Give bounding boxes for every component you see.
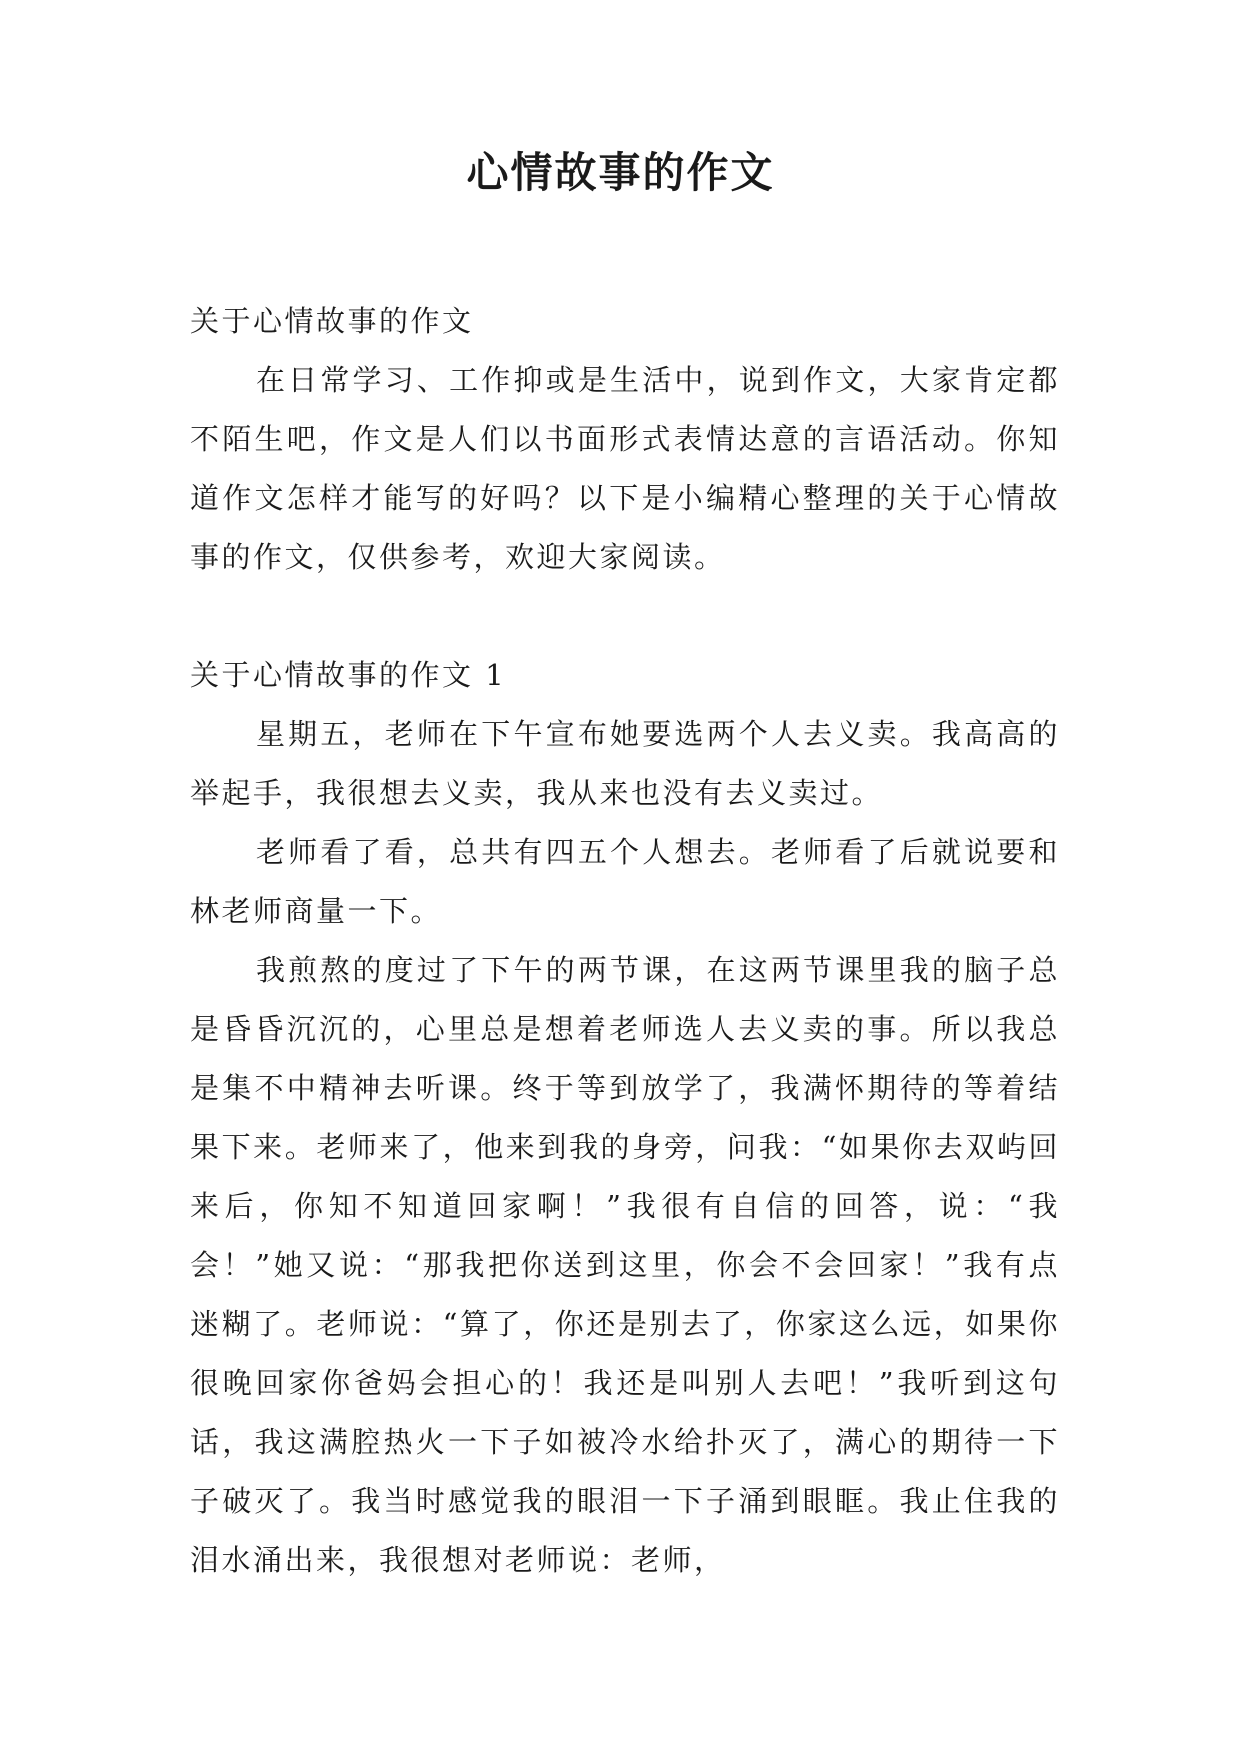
document-body xyxy=(190,292,1060,1590)
body-paragraph: 老师看了看，总共有四五个人想去。老师看了后就说要和林老师商量一下。 xyxy=(190,835,1060,928)
document-title: 心情故事的作文 xyxy=(466,148,775,197)
intro-heading: 关于心情故事的作文 xyxy=(190,304,474,338)
section-heading: 关于心情故事的作文 1 xyxy=(190,658,507,692)
body-paragraph: 星期五，老师在下午宣布她要选两个人去义卖。我高高的举起手，我很想去义卖，我从来也没有去义卖过。 xyxy=(190,717,1060,810)
section-spacer xyxy=(190,587,1060,646)
intro-paragraph: 在日常学习、工作抑或是生活中，说到作文，大家肯定都不陌生吧，作文是人们以书面形式表情达意的言语活动。你知道作文怎样才能写的好吗？以下是小编精心整理的关于心情故事的作文，仅供参考，欢迎大家阅读。 xyxy=(190,363,1060,574)
body-paragraph: 我煎熬的度过了下午的两节课，在这两节课里我的脑子总是昏昏沉沉的，心里总是想着老师选人去义卖的事。所以我总是集不中精神去听课。终于等到放学了，我满怀期待的等着结果下来。老师来了，他来到我的身旁，问我：“如果你去双屿回来后，你知不知道回家啊！”我很有自信的回答，说：“我会！”她又说：“那我把你送到这里，你会不会回家！”我有点迷糊了。老师说：“算了，你还是别去了，你家这么远，如果你很晚回家你爸妈会担心的！我还是叫别人去吧！”我听到这句话，我这满腔热火一下子如被冷水给扑灭了，满心的期待一下子破灭了。我当时感觉我的眼泪一下子涌到眼眶。我止住我的泪水涌出来，我很想对老师说：老师， xyxy=(190,953,1060,1577)
